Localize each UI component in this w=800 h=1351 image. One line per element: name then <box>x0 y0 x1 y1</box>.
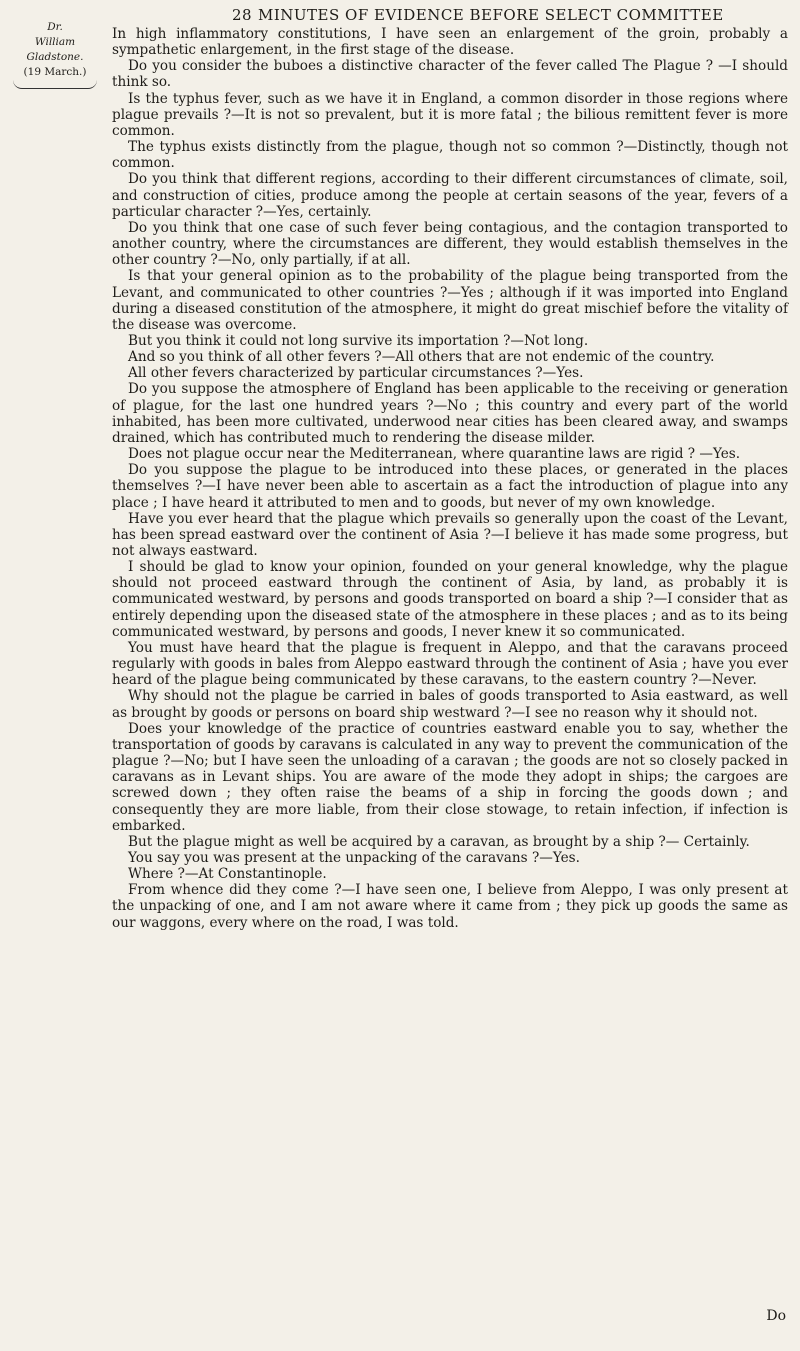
paragraph: Do you consider the buboes a distinctive character of the fever called The Plague ? —I should think so. <box>112 58 788 91</box>
paragraph: Have you ever heard that the plague which prevails so generally upon the coast of the Levant, has been spread eastward over the continent of Asia ?—I believe it has made some progress, but not always eastward. <box>112 510 788 559</box>
paragraph: But the plague might as well be acquired by a caravan, as brought by a ship ?— Certainly. <box>128 833 750 850</box>
paragraph: You must have heard that the plague is frequent in Aleppo, and that the caravans proceed regularly with goods in bales from Aleppo eastward through the continent of Asia ; have you ever heard of the plague being communicated by these caravans, to the eastern country ?—Never. <box>112 639 788 689</box>
witness-name: William Gladstone. <box>26 36 84 63</box>
paragraph: Do you suppose the atmosphere of England has been applicable to the receiving or generation of plague, for the last one hundred years ?—No ; this country and every part of the world inhabited, has been more cultivated, underwood near cities has been cleared away, and swamps drained, which has contributed much to rendering the disease milder. <box>112 381 788 446</box>
paragraph: Why should not the plague be carried in bales of goods transported to Asia eastward, as well as brought by goods or persons on board ship westward ?—I see no reason why it should not. <box>112 688 788 721</box>
paragraph: Is the typhus fever, such as we have it in England, a common disorder in those regions where plague prevails ?—It is not so prevalent, but it is more fatal ; the bilious remittent fever is more common. <box>112 90 788 139</box>
paragraph: In high inflammatory constitutions, I have seen an enlargement of the groin, probably a sympathetic enlargement, in the first stage of the disease. <box>112 26 788 59</box>
catchword: Do <box>766 1308 786 1324</box>
witness-margin-note <box>10 20 100 89</box>
brace-mark <box>13 80 97 89</box>
paragraph: You say you was present at the unpacking of the caravans ?—Yes. <box>128 849 580 866</box>
paragraph: Do you think that different regions, according to their different circumstances of climate, soil, and construction of cities, produce among the people at certain seasons of the year, fevers of a particular character ?—Yes, certainly. <box>112 171 788 220</box>
paragraph: Do you suppose the plague to be introduced into these places, or generated in the places themselves ?—I have never been able to ascertain as a fact the introduction of plague into any place ; I have heard it attributed to men and to goods, but never of my own knowledge. <box>112 462 788 511</box>
paragraph: Do you think that one case of such fever being contagious, and the contagion transported to another country, where the circumstances are different, they would establish themselves in the other country ?—No, only partially, if at all. <box>112 219 788 269</box>
witness-prefix: Dr. <box>47 21 63 33</box>
paragraph: Does not plague occur near the Mediterranean, where quarantine laws are rigid ? —Yes. <box>128 446 741 463</box>
evidence-text <box>112 26 788 931</box>
paragraph: And so you think of all other fevers ?—All others that are not endemic of the country. <box>128 349 715 366</box>
paragraph: I should be glad to know your opinion, founded on your general knowledge, why the plague should not proceed eastward through the continent of Asia, by land, as probably it is communicated westward, by persons and goods transported on board a ship ?—I consider that as entirely depending upon the diseased state of the atmosphere in these places ; and as to its being communicated westward, by persons and goods, I never knew it so communicated. <box>112 559 788 640</box>
page-number: 28 <box>232 6 253 24</box>
paragraph: Where ?—At Constantinople. <box>128 866 327 883</box>
paragraph: But you think it could not long survive its importation ?—Not long. <box>128 332 589 349</box>
paragraph: All other fevers characterized by particular circumstances ?—Yes. <box>128 365 584 382</box>
evidence-date: (19 March.) <box>23 66 87 78</box>
paragraph: From whence did they come ?—I have seen one, I believe from Aleppo, I was only present at the unpacking of one, and I am not aware where it came from ; they pick up goods the same as our waggons, every where on the road, I was told. <box>112 882 788 931</box>
paragraph: The typhus exists distinctly from the plague, though not so common ?—Distinctly, though not common. <box>112 139 788 172</box>
paragraph: Does your knowledge of the practice of countries eastward enable you to say, whether the transportation of goods by caravans is calculated in any way to prevent the communication of the plague ?—No; but I have seen the unloading of a caravan ; the goods are not so closely packed in caravans as in Levant ships. You are aware of the mode they adopt in ships; the cargoes are screwed down ; they often raise the beams of a ship in forcing the goods down ; and consequently they are more liable, from their close stowage, to retain infection, if infection is embarked. <box>112 720 788 834</box>
paragraph: Is that your general opinion as to the probability of the plague being transported from the Levant, and communicated to other countries ?—Yes ; although if it was imported into England during a diseased constitution of the atmosphere, it might do great mischief before the vitality of the disease was overcome. <box>112 268 788 333</box>
page-title: MINUTES OF EVIDENCE BEFORE SELECT COMMITTEE <box>258 6 724 24</box>
